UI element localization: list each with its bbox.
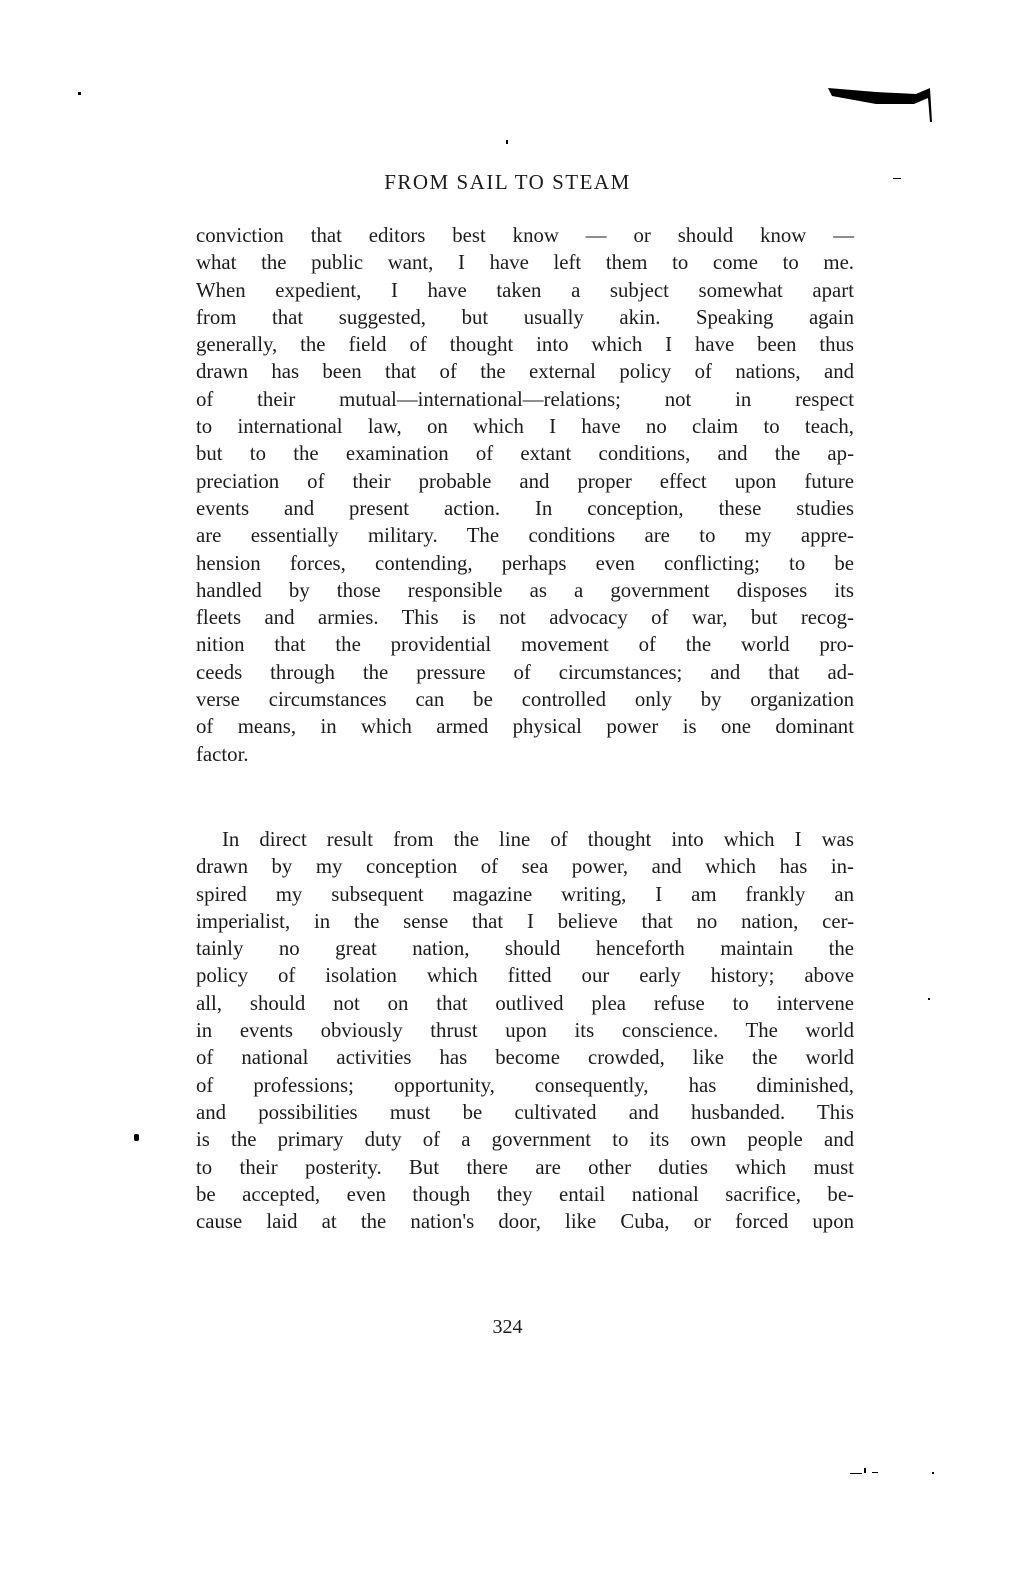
- text-line: to their posterity. But there are other duties which must: [196, 1155, 854, 1179]
- text-line: be accepted, even though they entail national sacrifice, be-: [196, 1182, 854, 1206]
- text-line: of national activities has become crowded, like the world: [196, 1046, 854, 1070]
- text-line: but to the examination of extant conditions, and the ap-: [196, 442, 854, 466]
- paragraph-1: [196, 222, 854, 768]
- page-number: 324: [492, 1316, 523, 1338]
- text-line: what the public want, I have left them to come to me.: [196, 251, 854, 275]
- text-line: handled by those responsible as a government disposes its: [196, 578, 854, 602]
- text-line: In direct result from the line of thought into which I was: [222, 828, 854, 851]
- text-line: hension forces, contending, perhaps even conflicting; to be: [196, 551, 854, 575]
- text-line: policy of isolation which fitted our early history; above: [196, 964, 854, 988]
- text-line: of means, in which armed physical power is one dominant: [196, 715, 854, 739]
- scan-speck: [872, 1472, 878, 1473]
- scan-speck: [864, 1468, 866, 1473]
- text-line: all, should not on that outlived plea refuse to intervene: [196, 991, 854, 1015]
- text-line: fleets and armies. This is not advocacy of war, but recog-: [196, 606, 854, 630]
- scan-speck: [78, 92, 81, 95]
- text-line: When expedient, I have taken a subject somewhat apart: [196, 278, 854, 302]
- text-line: from that suggested, but usually akin. Speaking again: [196, 305, 854, 329]
- running-header: FROM SAIL TO STEAM: [384, 170, 631, 194]
- text-line: imperialist, in the sense that I believe that no nation, cer-: [196, 909, 854, 933]
- text-line: is the primary duty of a government to its own people and: [196, 1128, 854, 1152]
- text-line: spired my subsequent magazine writing, I am frankly an: [196, 882, 854, 906]
- paragraph-2: [196, 826, 854, 1235]
- text-line: tainly no great nation, should henceforth maintain the: [196, 937, 854, 961]
- text-line: drawn has been that of the external policy of nations, and: [196, 360, 854, 384]
- text-line: are essentially military. The conditions are to my appre-: [196, 524, 854, 548]
- text-line: to international law, on which I have no claim to teach,: [196, 415, 854, 439]
- scan-speck: [506, 140, 508, 144]
- text-line: of their mutual—international—relations; not in respect: [196, 387, 854, 411]
- text-line: verse circumstances can be controlled only by organization: [196, 688, 854, 712]
- text-line: generally, the field of thought into which I have been thus: [196, 333, 854, 357]
- scan-dot: [134, 1134, 139, 1141]
- text-line: and possibilities must be cultivated and husbanded. This: [196, 1100, 854, 1124]
- text-line: ceeds through the pressure of circumstances; and that ad-: [196, 660, 854, 684]
- text-line: factor.: [196, 742, 249, 766]
- text-line: nition that the providential movement of the world pro-: [196, 633, 854, 657]
- text-line: of professions; opportunity, consequently, has diminished,: [196, 1073, 854, 1097]
- text-line: events and present action. In conception, these studies: [196, 496, 854, 520]
- text-line: cause laid at the nation's door, like Cuba, or forced upon: [196, 1210, 854, 1234]
- scan-speck: [932, 1472, 934, 1474]
- scan-speck: [850, 1473, 862, 1474]
- text-line: drawn by my conception of sea power, and which has in-: [196, 855, 854, 879]
- text-line: conviction that editors best know — or should know —: [196, 224, 854, 247]
- scan-corner-mark: [826, 82, 934, 124]
- scan-speck: [928, 998, 930, 1000]
- text-line: in events obviously thrust upon its conscience. The world: [196, 1019, 854, 1043]
- text-line: preciation of their probable and proper effect upon future: [196, 469, 854, 493]
